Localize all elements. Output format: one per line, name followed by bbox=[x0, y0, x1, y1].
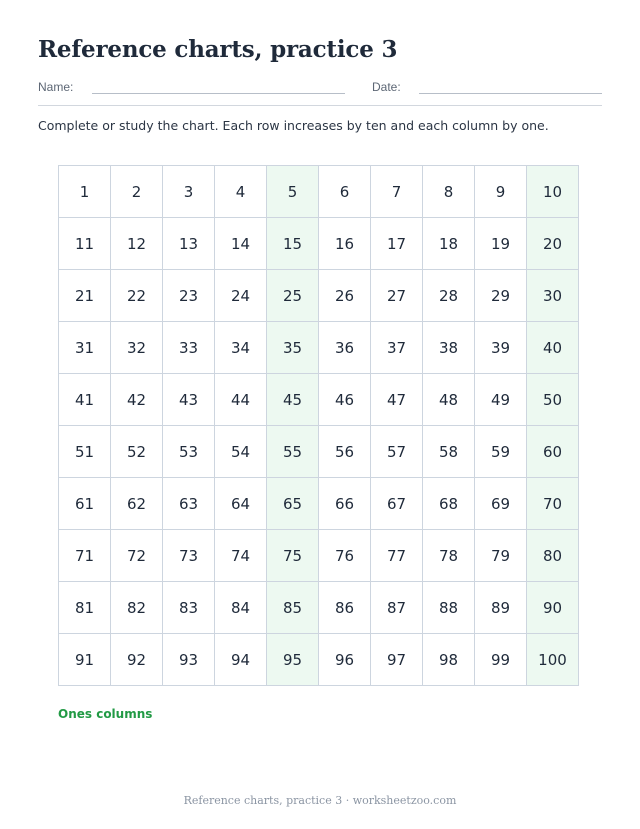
chart-cell: 1 bbox=[59, 166, 111, 218]
chart-cell: 6 bbox=[319, 166, 371, 218]
chart-cell: 37 bbox=[371, 322, 423, 374]
chart-cell: 52 bbox=[111, 426, 163, 478]
chart-cell: 41 bbox=[59, 374, 111, 426]
chart-cell: 32 bbox=[111, 322, 163, 374]
chart-cell: 45 bbox=[267, 374, 319, 426]
chart-cell: 11 bbox=[59, 218, 111, 270]
chart-cell: 71 bbox=[59, 530, 111, 582]
chart-cell: 21 bbox=[59, 270, 111, 322]
chart-cell: 75 bbox=[267, 530, 319, 582]
chart-cell: 68 bbox=[423, 478, 475, 530]
chart-cell: 15 bbox=[267, 218, 319, 270]
chart-cell: 40 bbox=[527, 322, 579, 374]
chart-cell: 3 bbox=[163, 166, 215, 218]
chart-cell: 67 bbox=[371, 478, 423, 530]
chart-cell: 18 bbox=[423, 218, 475, 270]
chart-cell: 100 bbox=[527, 634, 579, 686]
chart-cell: 90 bbox=[527, 582, 579, 634]
chart-cell: 33 bbox=[163, 322, 215, 374]
chart-cell: 34 bbox=[215, 322, 267, 374]
name-date-row bbox=[38, 78, 602, 96]
chart-cell: 76 bbox=[319, 530, 371, 582]
chart-cell: 54 bbox=[215, 426, 267, 478]
chart-row bbox=[59, 634, 579, 686]
chart-cell: 80 bbox=[527, 530, 579, 582]
chart-cell: 92 bbox=[111, 634, 163, 686]
page-title: Reference charts, practice 3 bbox=[38, 36, 398, 63]
chart-row bbox=[59, 478, 579, 530]
chart-row bbox=[59, 426, 579, 478]
chart-cell: 66 bbox=[319, 478, 371, 530]
chart-row bbox=[59, 270, 579, 322]
chart-cell: 20 bbox=[527, 218, 579, 270]
chart-cell: 2 bbox=[111, 166, 163, 218]
chart-cell: 50 bbox=[527, 374, 579, 426]
chart-cell: 99 bbox=[475, 634, 527, 686]
legend-ones-columns: Ones columns bbox=[58, 707, 153, 721]
chart-cell: 23 bbox=[163, 270, 215, 322]
chart-cell: 44 bbox=[215, 374, 267, 426]
chart-cell: 53 bbox=[163, 426, 215, 478]
chart-cell: 36 bbox=[319, 322, 371, 374]
chart-cell: 93 bbox=[163, 634, 215, 686]
chart-cell: 95 bbox=[267, 634, 319, 686]
chart-row bbox=[59, 218, 579, 270]
chart-cell: 69 bbox=[475, 478, 527, 530]
chart-row bbox=[59, 374, 579, 426]
chart-cell: 70 bbox=[527, 478, 579, 530]
chart-cell: 98 bbox=[423, 634, 475, 686]
chart-cell: 89 bbox=[475, 582, 527, 634]
chart-cell: 22 bbox=[111, 270, 163, 322]
chart-cell: 43 bbox=[163, 374, 215, 426]
chart-cell: 65 bbox=[267, 478, 319, 530]
chart-cell: 28 bbox=[423, 270, 475, 322]
chart-cell: 88 bbox=[423, 582, 475, 634]
chart-cell: 63 bbox=[163, 478, 215, 530]
chart-cell: 24 bbox=[215, 270, 267, 322]
date-field-line[interactable] bbox=[419, 93, 602, 94]
chart-cell: 64 bbox=[215, 478, 267, 530]
chart-cell: 39 bbox=[475, 322, 527, 374]
date-label: Date: bbox=[372, 80, 401, 94]
chart-cell: 16 bbox=[319, 218, 371, 270]
chart-row bbox=[59, 530, 579, 582]
chart-cell: 12 bbox=[111, 218, 163, 270]
chart-cell: 79 bbox=[475, 530, 527, 582]
chart-cell: 17 bbox=[371, 218, 423, 270]
chart-cell: 73 bbox=[163, 530, 215, 582]
name-label: Name: bbox=[38, 80, 74, 94]
name-field-line[interactable] bbox=[92, 93, 345, 94]
chart-cell: 82 bbox=[111, 582, 163, 634]
hundred-chart bbox=[58, 165, 579, 686]
chart-cell: 4 bbox=[215, 166, 267, 218]
chart-cell: 38 bbox=[423, 322, 475, 374]
chart-cell: 25 bbox=[267, 270, 319, 322]
chart-cell: 5 bbox=[267, 166, 319, 218]
chart-cell: 94 bbox=[215, 634, 267, 686]
chart-cell: 49 bbox=[475, 374, 527, 426]
chart-cell: 97 bbox=[371, 634, 423, 686]
chart-cell: 29 bbox=[475, 270, 527, 322]
chart-cell: 47 bbox=[371, 374, 423, 426]
chart-cell: 57 bbox=[371, 426, 423, 478]
chart-cell: 56 bbox=[319, 426, 371, 478]
chart-cell: 51 bbox=[59, 426, 111, 478]
chart-cell: 85 bbox=[267, 582, 319, 634]
chart-cell: 14 bbox=[215, 218, 267, 270]
chart-cell: 13 bbox=[163, 218, 215, 270]
chart-cell: 10 bbox=[527, 166, 579, 218]
chart-cell: 62 bbox=[111, 478, 163, 530]
chart-row bbox=[59, 166, 579, 218]
chart-cell: 42 bbox=[111, 374, 163, 426]
chart-cell: 83 bbox=[163, 582, 215, 634]
chart-cell: 74 bbox=[215, 530, 267, 582]
chart-cell: 9 bbox=[475, 166, 527, 218]
chart-cell: 26 bbox=[319, 270, 371, 322]
chart-cell: 77 bbox=[371, 530, 423, 582]
chart-cell: 78 bbox=[423, 530, 475, 582]
chart-cell: 58 bbox=[423, 426, 475, 478]
chart-cell: 84 bbox=[215, 582, 267, 634]
instructions: Complete or study the chart. Each row increases by ten and each column by one. bbox=[38, 118, 549, 133]
chart-cell: 48 bbox=[423, 374, 475, 426]
header-divider bbox=[38, 105, 602, 106]
chart-cell: 96 bbox=[319, 634, 371, 686]
chart-cell: 8 bbox=[423, 166, 475, 218]
chart-cell: 55 bbox=[267, 426, 319, 478]
chart-cell: 7 bbox=[371, 166, 423, 218]
chart-cell: 19 bbox=[475, 218, 527, 270]
chart-cell: 27 bbox=[371, 270, 423, 322]
chart-cell: 86 bbox=[319, 582, 371, 634]
chart-cell: 87 bbox=[371, 582, 423, 634]
chart-row bbox=[59, 322, 579, 374]
chart-row bbox=[59, 582, 579, 634]
chart-cell: 31 bbox=[59, 322, 111, 374]
chart-cell: 61 bbox=[59, 478, 111, 530]
chart-cell: 59 bbox=[475, 426, 527, 478]
chart-cell: 30 bbox=[527, 270, 579, 322]
chart-cell: 60 bbox=[527, 426, 579, 478]
chart-cell: 46 bbox=[319, 374, 371, 426]
chart-cell: 91 bbox=[59, 634, 111, 686]
chart-cell: 35 bbox=[267, 322, 319, 374]
chart-cell: 72 bbox=[111, 530, 163, 582]
chart-cell: 81 bbox=[59, 582, 111, 634]
page-footer: Reference charts, practice 3 · worksheetzoo.com bbox=[183, 794, 457, 807]
